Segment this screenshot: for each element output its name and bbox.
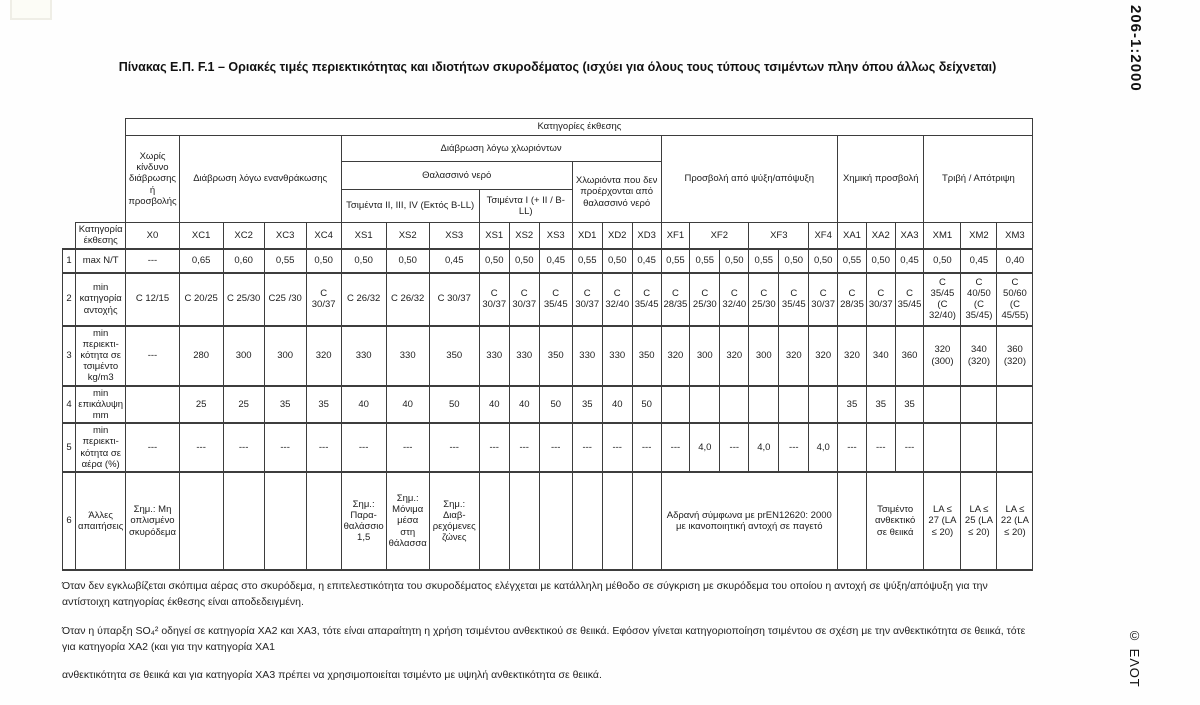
table-cell: --- xyxy=(126,423,179,472)
table-cell: 0,55 xyxy=(264,249,306,273)
table-cell: 330 xyxy=(602,326,632,386)
table-cell: C25 /30 xyxy=(264,273,306,326)
header-chlorides: Διάβρωση λόγω χλωριόντων xyxy=(341,136,661,162)
table-cell: 0,45 xyxy=(429,249,479,273)
table-cell xyxy=(961,386,997,424)
header-seawater: Θαλασσινό νερό xyxy=(341,162,572,190)
category-cell: XM2 xyxy=(961,223,997,249)
table-cell-empty xyxy=(306,472,341,570)
table-cell: 330 xyxy=(509,326,539,386)
table-cell: 0,55 xyxy=(838,249,867,273)
table-cell-empty xyxy=(264,472,306,570)
table-cell: 35 xyxy=(306,386,341,424)
spacer-cell xyxy=(63,162,126,190)
row-number: 3 xyxy=(63,326,76,386)
copyright-notice: © ΕΛΟΤ xyxy=(1127,628,1142,688)
category-row-label: Κατηγορία έκθεσης xyxy=(76,223,126,249)
table-cell: C 30/37 xyxy=(572,273,602,326)
table-cell: C 35/45 xyxy=(539,273,572,326)
table-cell: 320 xyxy=(306,326,341,386)
category-cell: XD2 xyxy=(602,223,632,249)
table-cell: --- xyxy=(572,423,602,472)
table-cell: 350 xyxy=(632,326,661,386)
table-cell: 320 xyxy=(720,326,749,386)
category-cell: XC2 xyxy=(223,223,264,249)
category-cell: XS1 xyxy=(341,223,386,249)
table-cell xyxy=(961,423,997,472)
table-cell: C 40/50 (C 35/45) xyxy=(961,273,997,326)
category-cell: XS2 xyxy=(386,223,429,249)
table-cell: 0,50 xyxy=(602,249,632,273)
table-cell: 320 xyxy=(838,326,867,386)
category-cell: XC1 xyxy=(179,223,223,249)
table-cell: 0,40 xyxy=(997,249,1033,273)
table-cell: 35 xyxy=(264,386,306,424)
table-cell: 0,50 xyxy=(720,249,749,273)
table-cell: 50 xyxy=(539,386,572,424)
table-cell: C 35/45 xyxy=(895,273,924,326)
table-cell: 40 xyxy=(602,386,632,424)
table-cell xyxy=(924,386,961,424)
table-cell: 340 xyxy=(866,326,895,386)
table-cell: 0,55 xyxy=(690,249,720,273)
table-cell: C 35/45 xyxy=(779,273,809,326)
table-cell: --- xyxy=(264,423,306,472)
table-cell: C 12/15 xyxy=(126,273,179,326)
spacer-cell xyxy=(63,119,126,136)
footnote-sulfate-2: ανθεκτικότητα σε θειικά και για κατηγορία ΧΑ3 πρέπει να χρησιμοποιείται τσιμέντο με υψηλή ανθεκτικότητα σε θειικά. xyxy=(62,669,602,682)
table-cell: 50 xyxy=(429,386,479,424)
table-cell: 0,50 xyxy=(386,249,429,273)
header-chlorides-non-sea: Χλωριόντα που δεν προέρχονται από θαλασσινό νερό xyxy=(572,162,661,223)
category-cell: XF1 xyxy=(661,223,690,249)
header-chemical-attack: Χημική προσβολή xyxy=(838,136,924,223)
note-cell-xm3: LA ≤ 22 (LA ≤ 20) xyxy=(997,472,1033,570)
scan-artifact-box xyxy=(10,0,52,20)
table-cell: 0,50 xyxy=(341,249,386,273)
row-number: 1 xyxy=(63,249,76,273)
table-cell: 0,50 xyxy=(809,249,838,273)
table-cell: 300 xyxy=(264,326,306,386)
table-cell-empty xyxy=(632,472,661,570)
table-cell-empty xyxy=(572,472,602,570)
table-cell: --- xyxy=(126,249,179,273)
table-cell: 320 xyxy=(779,326,809,386)
table-cell: 0,45 xyxy=(961,249,997,273)
table-cell: 4,0 xyxy=(690,423,720,472)
header-freeze-thaw: Προσβολή από ψύξη/απόψυξη xyxy=(661,136,838,223)
category-cell: XS1 xyxy=(479,223,509,249)
row-number: 4 xyxy=(63,386,76,424)
row-label: min περιεκτι-κότητα σε τσιμέντο kg/m3 xyxy=(76,326,126,386)
row-label: Άλλες απαιτήσεις xyxy=(76,472,126,570)
table-cell: --- xyxy=(179,423,223,472)
note-cell-xm2: LA ≤ 25 (LA ≤ 20) xyxy=(961,472,997,570)
table-cell: C 30/37 xyxy=(429,273,479,326)
table-cell: 300 xyxy=(690,326,720,386)
table-cell: 0,60 xyxy=(223,249,264,273)
table-cell: 40 xyxy=(341,386,386,424)
note-cell-xs2: Σημ.: Μόνιμα μέσα στη θάλασσα xyxy=(386,472,429,570)
header-carbonation: Διάβρωση λόγω ενανθράκωσης xyxy=(179,136,341,223)
row-label: min κατηγορία αντοχής xyxy=(76,273,126,326)
header-no-risk: Χωρίς κίνδυνο διάβρωσης ή προσβολής xyxy=(126,136,179,223)
footnote-air-entrainment: Όταν δεν εγκλωβίζεται σκόπιμα αέρας στο σκυρόδεμα, η επιτελεστικότητα του σκυροδέματος ελέγχεται με κατάλληλη μέθοδο σε σύγκριση με σκυρόδεμα του οποίου η αντοχή σε ψύξη/απόψυξη για την αντίστοιχη κατηγορίας έκθεσης είναι αποδεδειγμένη. xyxy=(62,580,988,609)
row-number: 2 xyxy=(63,273,76,326)
table-cell-empty xyxy=(838,472,867,570)
table-cell: 0,55 xyxy=(661,249,690,273)
table-cell: 0,55 xyxy=(572,249,602,273)
table-cell: C 30/37 xyxy=(809,273,838,326)
table-cell: C 35/45 (C 32/40) xyxy=(924,273,961,326)
table-cell xyxy=(997,386,1033,424)
table-cell: 35 xyxy=(838,386,867,424)
table-cell: C 25/30 xyxy=(690,273,720,326)
note-cell-x0: Σημ.: Μη οπλισμένο σκυρόδεμα xyxy=(126,472,179,570)
table-cell: 35 xyxy=(895,386,924,424)
table-cell: --- xyxy=(779,423,809,472)
table-cell: 0,65 xyxy=(179,249,223,273)
table-cell: 4,0 xyxy=(809,423,838,472)
footnotes xyxy=(62,578,1030,695)
table-cell: --- xyxy=(632,423,661,472)
table-top-header: Κατηγορίες έκθεσης xyxy=(126,119,1033,136)
header-abrasion: Τριβή / Απότριψη xyxy=(924,136,1033,223)
category-cell: XC3 xyxy=(264,223,306,249)
table-cell: --- xyxy=(509,423,539,472)
header-cements-2-3-4: Τσιμέντα II, III, IV (Εκτός B-LL) xyxy=(341,190,479,223)
spacer-cell xyxy=(63,190,126,223)
category-cell: XS3 xyxy=(539,223,572,249)
table-cell: --- xyxy=(341,423,386,472)
table-cell: 0,50 xyxy=(509,249,539,273)
table-cell: 0,50 xyxy=(479,249,509,273)
table-cell: 330 xyxy=(479,326,509,386)
category-cell: XF3 xyxy=(749,223,809,249)
table-cell xyxy=(749,386,779,424)
table-cell: --- xyxy=(661,423,690,472)
note-cell-xm1: LA ≤ 27 (LA ≤ 20) xyxy=(924,472,961,570)
table-cell: 25 xyxy=(223,386,264,424)
header-cements-1: Τσιμέντα I (+ II / B-LL) xyxy=(479,190,572,223)
table-cell: 25 xyxy=(179,386,223,424)
table-cell-empty xyxy=(479,472,509,570)
category-cell: XD3 xyxy=(632,223,661,249)
table-cell: 0,45 xyxy=(539,249,572,273)
table-cell: --- xyxy=(720,423,749,472)
table-cell: 350 xyxy=(539,326,572,386)
table-cell: --- xyxy=(866,423,895,472)
table-cell: 40 xyxy=(479,386,509,424)
category-cell: XA1 xyxy=(838,223,867,249)
note-cell-xs1: Σημ.: Παρα-θαλάσσιο 1,5 xyxy=(341,472,386,570)
table-cell: 0,50 xyxy=(866,249,895,273)
table-cell xyxy=(924,423,961,472)
row-number: 6 xyxy=(63,472,76,570)
category-cell: XA3 xyxy=(895,223,924,249)
table-cell-empty xyxy=(539,472,572,570)
table-cell: 35 xyxy=(866,386,895,424)
table-cell xyxy=(661,386,690,424)
table-cell: C 25/30 xyxy=(749,273,779,326)
category-cell: X0 xyxy=(126,223,179,249)
table-cell: 330 xyxy=(572,326,602,386)
table-cell: 40 xyxy=(386,386,429,424)
table-cell: 50 xyxy=(632,386,661,424)
table-cell: 320 xyxy=(809,326,838,386)
table-cell: --- xyxy=(126,326,179,386)
table-cell: 0,50 xyxy=(779,249,809,273)
table-cell-empty xyxy=(179,472,223,570)
table-cell: 0,50 xyxy=(306,249,341,273)
table-cell: --- xyxy=(429,423,479,472)
spacer-cell xyxy=(63,136,126,162)
table-cell-empty xyxy=(223,472,264,570)
table-cell: C 20/25 xyxy=(179,273,223,326)
category-cell: XF4 xyxy=(809,223,838,249)
note-cell-sulfate-cement: Τσιμέντο ανθεκτικό σε θειικά xyxy=(866,472,924,570)
table-cell: 350 xyxy=(429,326,479,386)
table-cell: C 35/45 xyxy=(632,273,661,326)
table-cell xyxy=(690,386,720,424)
footnote-sulfate-1: Όταν η ύπαρξη SO₄² οδηγεί σε κατηγορία ΧΑ2 και ΧΑ3, τότε είναι απαραίτητη η χρήση τσιμέντου ανθεκτικού σε θειικά. Εφόσον γίνεται κατηγοριοποίηση τσιμέντου σε σχέση με την ανθεκτικότητα σε θειικά, τότε για κατηγορία ΧΑ2 (και για την κατηγορία ΧΑ1 xyxy=(62,624,1026,653)
table-cell: 0,45 xyxy=(632,249,661,273)
page-title: Πίνακας Ε.Π. F.1 – Οριακές τιμές περιεκτικότητας και ιδιοτήτων σκυροδέματος (ισχύει για όλους τους τύπους τσιμέντων πλην όπου άλλως δείχνεται) xyxy=(118,60,997,74)
table-cell: C 32/40 xyxy=(602,273,632,326)
table-cell: 0,45 xyxy=(895,249,924,273)
table-cell: 40 xyxy=(509,386,539,424)
table-cell: --- xyxy=(895,423,924,472)
category-cell: XD1 xyxy=(572,223,602,249)
standard-reference: 206-1:2000 xyxy=(1127,5,1144,92)
table-cell: C 26/32 xyxy=(341,273,386,326)
table-cell: 320 xyxy=(661,326,690,386)
table-cell: C 28/35 xyxy=(838,273,867,326)
table-cell: C 50/60 (C 45/55) xyxy=(997,273,1033,326)
table-cell: C 32/40 xyxy=(720,273,749,326)
table-cell: 330 xyxy=(386,326,429,386)
category-cell: XC4 xyxy=(306,223,341,249)
table-cell: 360 xyxy=(895,326,924,386)
table-cell: --- xyxy=(539,423,572,472)
table-cell xyxy=(997,423,1033,472)
table-cell: 330 xyxy=(341,326,386,386)
table-cell: --- xyxy=(306,423,341,472)
row-label: min επικάλυψη mm xyxy=(76,386,126,424)
table-cell: C 30/37 xyxy=(306,273,341,326)
table-cell: C 30/37 xyxy=(479,273,509,326)
table-cell: --- xyxy=(838,423,867,472)
table-cell: --- xyxy=(602,423,632,472)
category-cell: XM1 xyxy=(924,223,961,249)
table-cell: 280 xyxy=(179,326,223,386)
note-cell-xs3: Σημ.: Διαβ-ρεχόμενες ζώνες xyxy=(429,472,479,570)
row-number: 5 xyxy=(63,423,76,472)
table-cell: 360 (320) xyxy=(997,326,1033,386)
category-cell: XM3 xyxy=(997,223,1033,249)
table-cell xyxy=(809,386,838,424)
table-cell: 0,55 xyxy=(749,249,779,273)
limit-values-table xyxy=(62,118,1033,571)
note-cell-frost-aggregates: Αδρανή σύμφωνα με prEN12620: 2000 με ικανοποιητική αντοχή σε παγετό xyxy=(661,472,838,570)
table-cell: 320 (300) xyxy=(924,326,961,386)
table-cell: --- xyxy=(479,423,509,472)
table-cell: 4,0 xyxy=(749,423,779,472)
category-cell: XF2 xyxy=(690,223,749,249)
table-cell xyxy=(720,386,749,424)
table-cell: 300 xyxy=(223,326,264,386)
table-cell-empty xyxy=(509,472,539,570)
table-cell: 0,50 xyxy=(924,249,961,273)
table-cell: C 30/37 xyxy=(509,273,539,326)
table-cell: C 25/30 xyxy=(223,273,264,326)
table-cell: 300 xyxy=(749,326,779,386)
row-label: min περιεκτι-κότητα σε αέρα (%) xyxy=(76,423,126,472)
row-label: max N/T xyxy=(76,249,126,273)
table-cell: C 30/37 xyxy=(866,273,895,326)
table-cell: C 28/35 xyxy=(661,273,690,326)
table-cell: --- xyxy=(386,423,429,472)
table-cell-empty xyxy=(602,472,632,570)
spacer-cell xyxy=(63,223,76,249)
table-cell: 340 (320) xyxy=(961,326,997,386)
table-cell: --- xyxy=(223,423,264,472)
table-cell xyxy=(779,386,809,424)
category-cell: XS2 xyxy=(509,223,539,249)
category-cell: XA2 xyxy=(866,223,895,249)
category-cell: XS3 xyxy=(429,223,479,249)
table-cell xyxy=(126,386,179,424)
table-cell: C 26/32 xyxy=(386,273,429,326)
table-cell: 35 xyxy=(572,386,602,424)
